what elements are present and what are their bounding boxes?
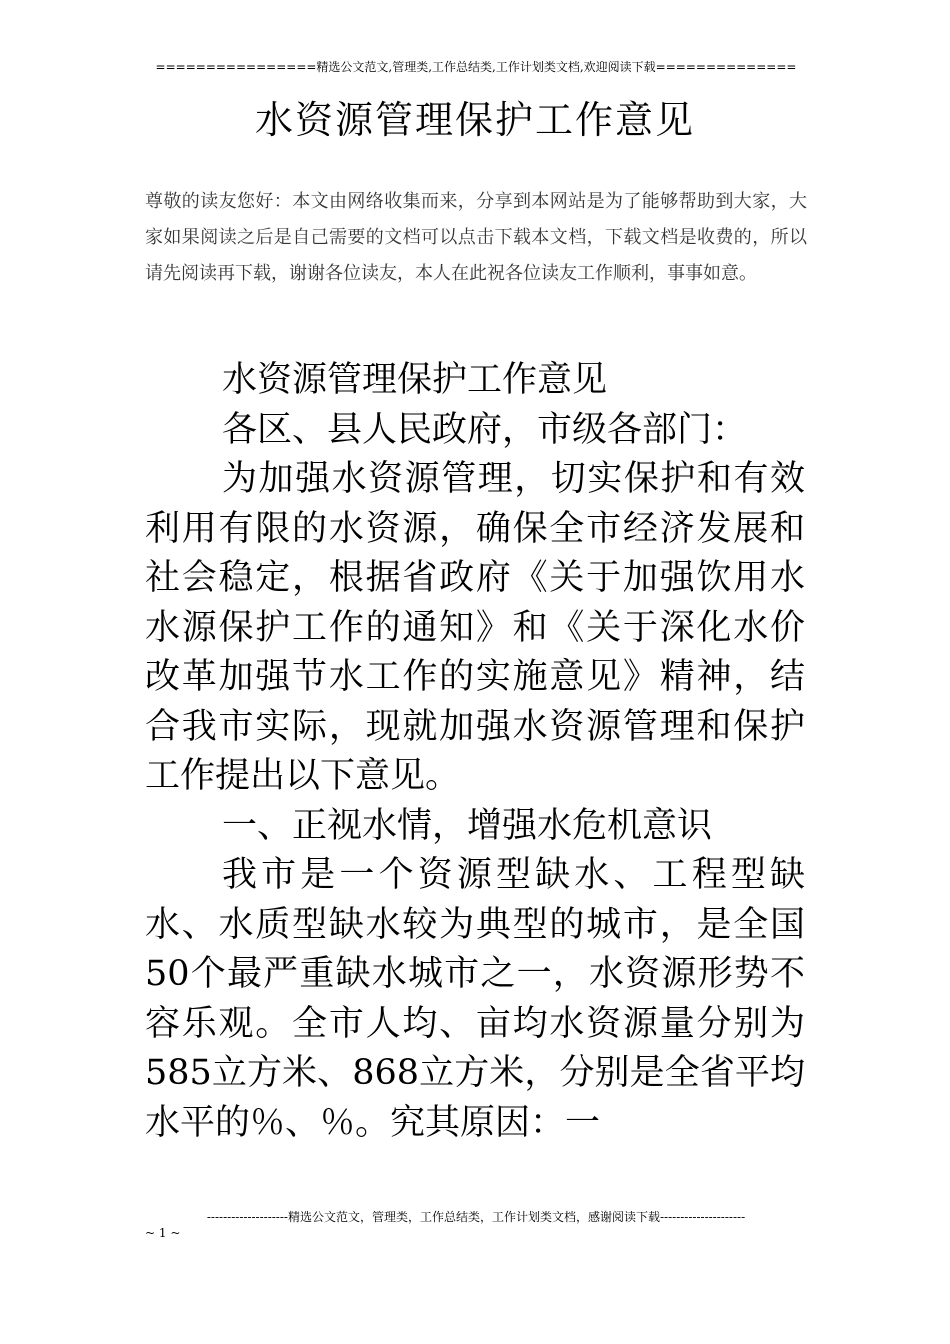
body-paragraph-situation: 我市是一个资源型缺水、工程型缺水、水质型缺水较为典型的城市，是全国50个最严重缺水城市之一，水资源形势不容乐观。全市人均、亩均水资源量分别为585立方米、868立方米，分别是全省平均水平的％、％。究其原因：一 [145,855,805,1143]
body-section-heading: 一、正视水情，增强水危机意识 [222,805,713,846]
reader-notice: 尊敬的读友您好：本文由网络收集而来，分享到本网站是为了能够帮助到大家，大家如果阅读之后是自己需要的文档可以点击下载本文档，下载文档是收费的，所以请先阅读再下载，谢谢各位读友，本人在此祝各位读友工作顺利，事事如意。 [145,191,807,284]
page-number: ~ 1 ~ [145,1226,181,1240]
document-body [145,356,805,1148]
body-salutation: 各区、县人民政府，市级各部门： [222,409,748,450]
document-title: 水资源管理保护工作意见 [254,98,695,142]
body-heading: 水资源管理保护工作意见 [222,360,608,400]
page-footer: --------------------精选公文范文，管理类，工作总结类，工作计划类文档，感谢阅读下载--------------------- [206,1210,746,1224]
body-paragraph-intro: 为加强水资源管理，切实保护和有效利用有限的水资源，确保全市经济发展和社会稳定，根据省政府《关于加强饮用水水源保护工作的通知》和《关于深化水价改革加强节水工作的实施意见》精神，结合我市实际，现就加强水资源管理和保护工作提出以下意见。 [145,459,805,796]
page-header: ================精选公文范文,管理类,工作总结类,工作计划类文档,欢迎阅读下载============== [155,60,797,74]
